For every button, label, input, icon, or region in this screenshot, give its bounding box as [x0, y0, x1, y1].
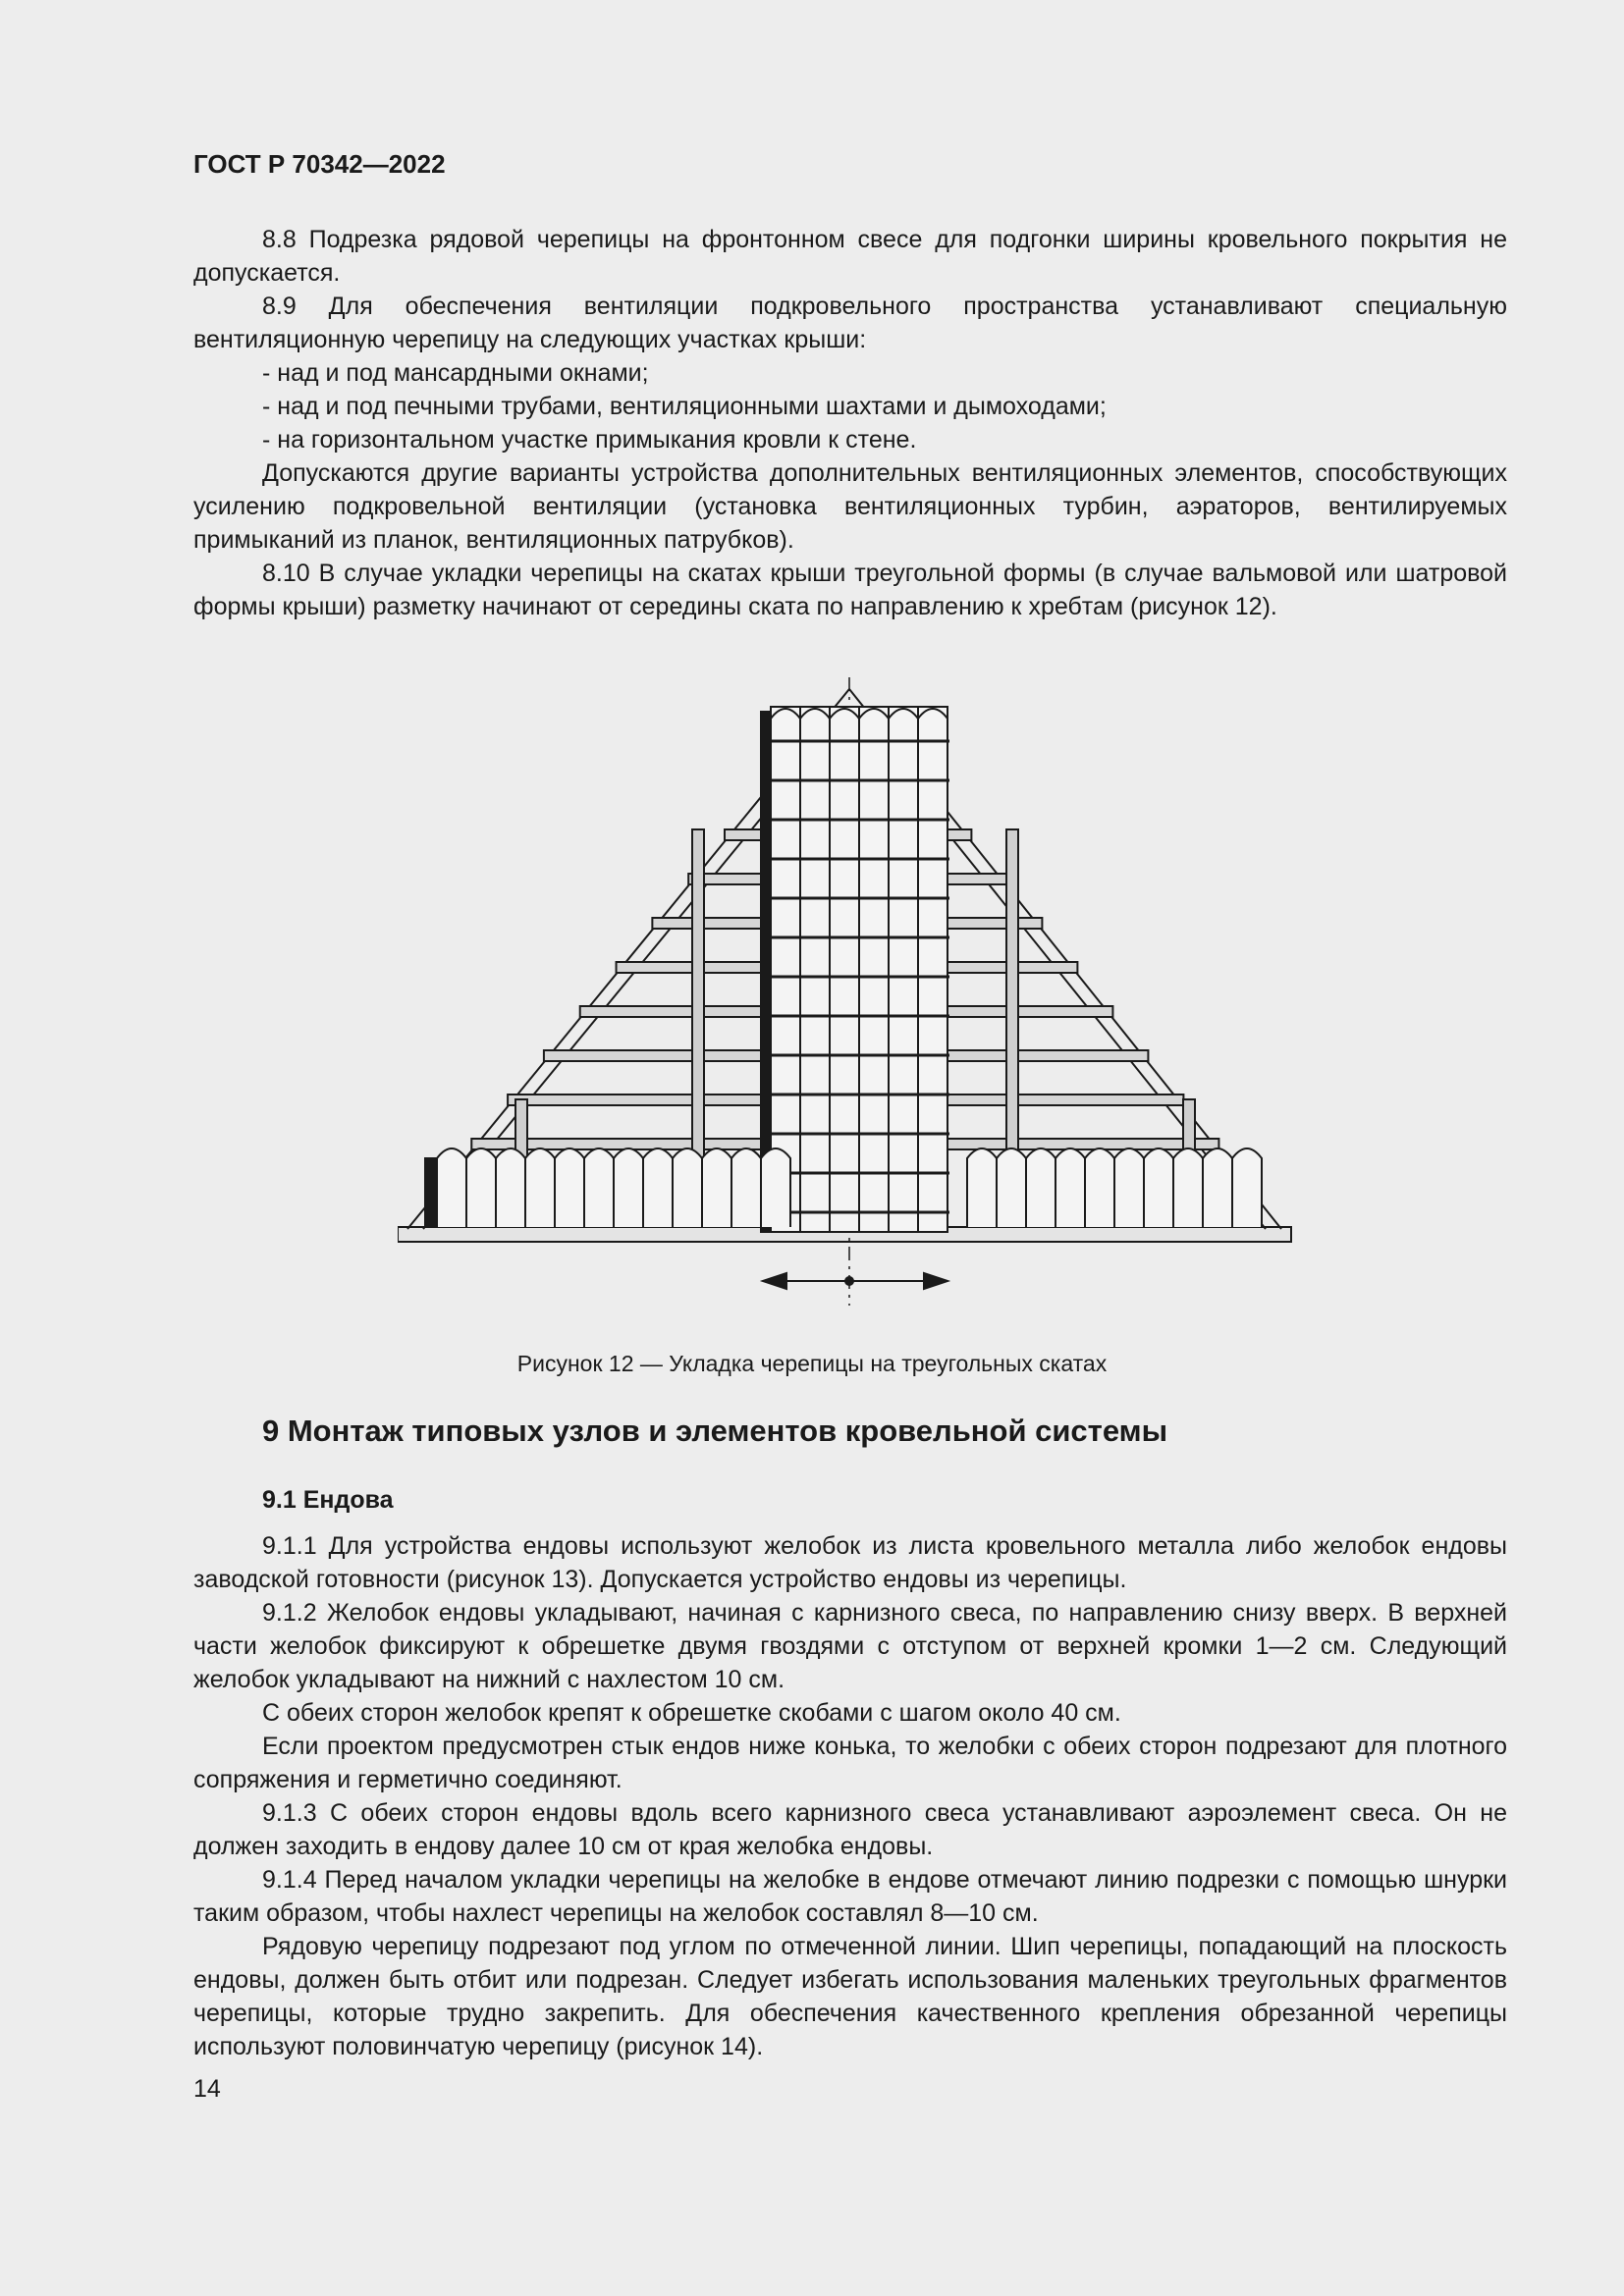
- eave-tile: [1085, 1148, 1114, 1227]
- eave-tile: [761, 1148, 790, 1227]
- roof-drawing: [398, 677, 1311, 1315]
- paragraph-8-9: 8.9 Для обеспечения вентиляции подкровельного пространства устанавливают специальную вентиляционную черепицу на следующих участках крыши:: [193, 293, 1507, 353]
- eave-tile: [584, 1148, 614, 1227]
- eave-tile: [673, 1148, 702, 1227]
- list-item: - над и под печными трубами, вентиляционными шахтами и дымоходами;: [262, 393, 1107, 420]
- arrow-head-right: [924, 1273, 947, 1289]
- eave-tile: [1232, 1148, 1262, 1227]
- eave-end-marker: [425, 1158, 437, 1227]
- eave-tile: [1026, 1148, 1056, 1227]
- paragraph-fastening: С обеих сторон желобок крепят к обрешетке скобами с шагом около 40 см.: [262, 1699, 1121, 1727]
- paragraph-ventilation: Допускаются другие варианты устройства дополнительных вентиляционных элементов, способствующих усилению подкровельной вентиляции (установка вентиляционных турбин, аэраторов, вентилируемых примыканий из планок, вентиляционных патрубков).: [193, 459, 1507, 554]
- counter-batten: [692, 829, 704, 1188]
- list-item: - над и под мансардными окнами;: [262, 359, 649, 387]
- eave-tile: [967, 1148, 997, 1227]
- tile-column: [800, 707, 830, 1232]
- figure-roof-triangle-slope: [398, 677, 1311, 1315]
- eave-tile: [555, 1148, 584, 1227]
- paragraph-9-1-3: 9.1.3 С обеих сторон ендовы вдоль всего карнизного свеса устанавливают аэроэлемент свеса. Он не должен заходить в ендову далее 10 см от края желобка ендовы.: [193, 1799, 1507, 1860]
- eave-tile: [525, 1148, 555, 1227]
- eave-tile: [496, 1148, 525, 1227]
- eave-tile: [702, 1148, 731, 1227]
- paragraph-9-1-2: 9.1.2 Желобок ендовы укладывают, начиная с карнизного свеса, по направлению снизу вверх. В верхней части желобок фиксируют к обрешетке двумя гвоздями с отступом от верхней кромки 1—2 см. Следующий желобок укладывают на нижний с нахлестом 10 см.: [193, 1599, 1507, 1693]
- document-header: ГОСТ Р 70342—2022: [193, 149, 446, 179]
- paragraph-9-1-1: 9.1.1 Для устройства ендовы используют желобок из листа кровельного металла либо желобок ендовы заводской готовности (рисунок 13). Допускается устройство ендовы из черепицы.: [193, 1532, 1507, 1593]
- eave-tile: [1173, 1148, 1203, 1227]
- figure-caption: Рисунок 12 — Укладка черепицы на треугольных скатах: [516, 1351, 1108, 1376]
- eave-tile: [1144, 1148, 1173, 1227]
- paragraph-joint: Если проектом предусмотрен стык ендов ниже конька, то желобки с обеих сторон подрезают для плотного сопряжения и герметично соединяют.: [193, 1733, 1507, 1793]
- tile-column: [859, 707, 889, 1232]
- eave-tile: [1114, 1148, 1144, 1227]
- eave-tile: [643, 1148, 673, 1227]
- page-number: 14: [193, 2075, 221, 2103]
- arrow-head-left: [763, 1273, 786, 1289]
- eave-tile: [1056, 1148, 1085, 1227]
- eave-tile: [997, 1148, 1026, 1227]
- eave-tile: [731, 1148, 761, 1227]
- tile-column: [918, 707, 947, 1232]
- eave-tile: [466, 1148, 496, 1227]
- section-title: 9 Монтаж типовых узлов и элементов кровельной системы: [262, 1414, 1168, 1448]
- counter-batten: [1006, 829, 1018, 1188]
- text-block-9-1: [193, 1529, 1507, 2063]
- paragraph-8-8: 8.8 Подрезка рядовой черепицы на фронтонном свесе для подгонки ширины кровельного покрытия не допускается.: [193, 226, 1507, 287]
- tile-column: [830, 707, 859, 1232]
- eave-tile: [614, 1148, 643, 1227]
- tile-column: [889, 707, 918, 1232]
- subsection-title: 9.1 Ендова: [262, 1486, 394, 1514]
- eave-tile: [1203, 1148, 1232, 1227]
- list-item: - на горизонтальном участке примыкания кровли к стене.: [262, 426, 917, 454]
- text-block-8: [193, 223, 1507, 623]
- paragraph-9-1-4: 9.1.4 Перед началом укладки черепицы на желобке в ендове отмечают линию подрезки с помощью шнурки таким образом, чтобы нахлест черепицы на желобок составлял 8—10 см.: [193, 1866, 1507, 1927]
- paragraph-8-10: 8.10 В случае укладки черепицы на скатах крыши треугольной формы (в случае вальмовой или шатровой формы крыши) разметку начинают от середины ската по направлению к хребтам (рисунок 12).: [193, 560, 1507, 620]
- paragraph-cutting: Рядовую черепицу подрезают под углом по отмеченной линии. Шип черепицы, попадающий на плоскость ендовы, должен быть отбит или подрезан. Следует избегать использования маленьких треугольных фрагментов черепицы, которые трудно закрепить. Для обеспечения качественного крепления обрезанной черепицы используют половинчатую черепицу (рисунок 14).: [193, 1933, 1507, 2060]
- eave-tile: [437, 1148, 466, 1227]
- arrow-center-dot: [845, 1277, 853, 1285]
